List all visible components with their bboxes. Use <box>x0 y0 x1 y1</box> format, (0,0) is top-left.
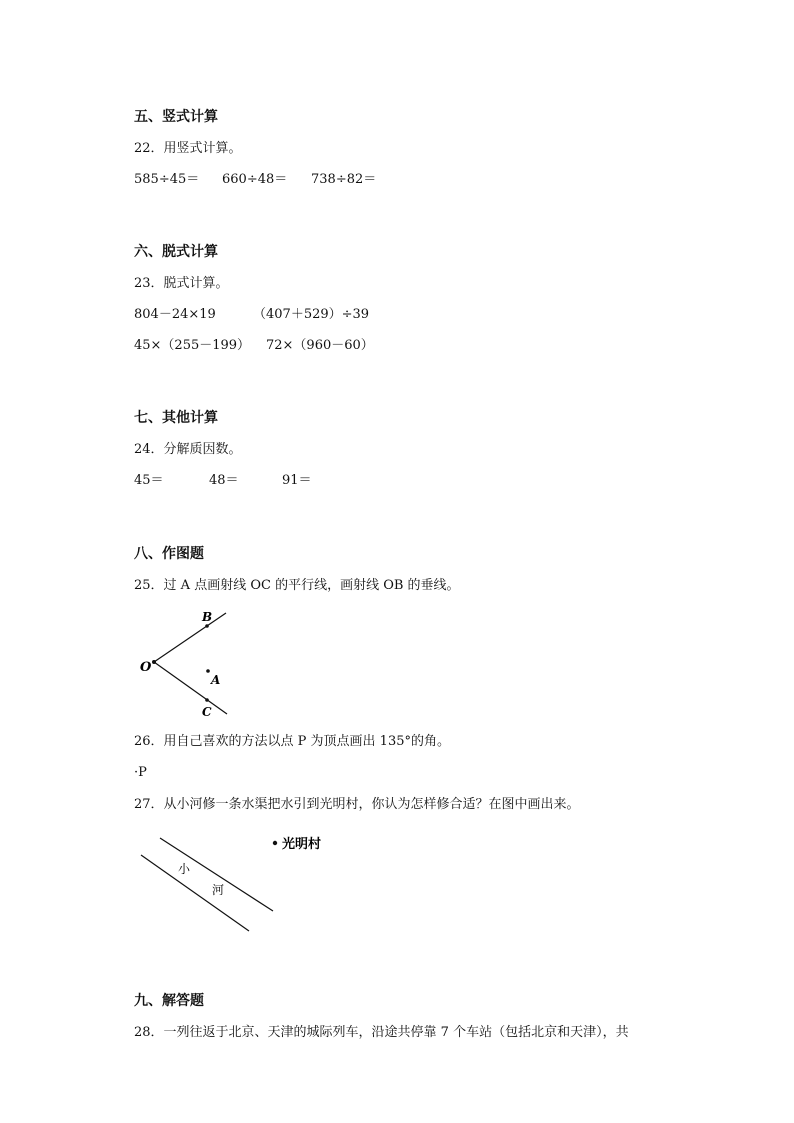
river-bank-upper <box>160 838 273 911</box>
q23-item-1: 804－24×19 <box>134 307 216 322</box>
village-label: 光明村 <box>282 837 322 852</box>
river-label-2: 河 <box>212 883 225 897</box>
label-o: O <box>140 660 152 675</box>
label-c: C <box>202 705 212 719</box>
q23-item-3: 45×（255－199） <box>134 338 251 353</box>
q23-item-2: （407＋529）÷39 <box>253 307 370 322</box>
q22-item-2: 660÷48＝ <box>222 172 288 187</box>
question-26: 26．用自己喜欢的方法以点 P 为顶点画出 135°的角。 <box>134 734 450 749</box>
label-a: A <box>211 673 221 687</box>
river-label-1: 小 <box>178 862 191 876</box>
question-23: 23．脱式计算。 <box>134 276 229 291</box>
q24-item-1: 45＝ <box>134 473 164 488</box>
q22-item-3: 738÷82＝ <box>311 172 377 187</box>
question-24: 24．分解质因数。 <box>134 442 242 457</box>
section-heading-9: 九、解答题 <box>134 993 204 1009</box>
question-27: 27．从小河修一条水渠把水引到光明村，你认为怎样修合适？在图中画出来。 <box>134 797 580 812</box>
section-heading-5: 五、竖式计算 <box>134 109 218 125</box>
q23-item-4: 72×（960－60） <box>266 338 374 353</box>
section-heading-7: 七、其他计算 <box>134 410 218 426</box>
point-p: ·P <box>134 765 147 780</box>
q22-item-1: 585÷45＝ <box>134 172 200 187</box>
q24-item-2: 48＝ <box>209 473 239 488</box>
village-point <box>273 841 277 845</box>
section-heading-8: 八、作图题 <box>134 546 204 562</box>
question-28: 28．一列往返于北京、天津的城际列车，沿途共停靠 7 个车站（包括北京和天津），共 <box>134 1025 629 1040</box>
q24-item-3: 91＝ <box>282 473 312 488</box>
section-heading-6: 六、脱式计算 <box>134 244 218 260</box>
label-b: B <box>202 610 213 624</box>
question-25: 25．过 A 点画射线 OC 的平行线，画射线 OB 的垂线。 <box>134 578 460 593</box>
question-22: 22．用竖式计算。 <box>134 141 242 156</box>
river-bank-lower <box>141 855 249 931</box>
